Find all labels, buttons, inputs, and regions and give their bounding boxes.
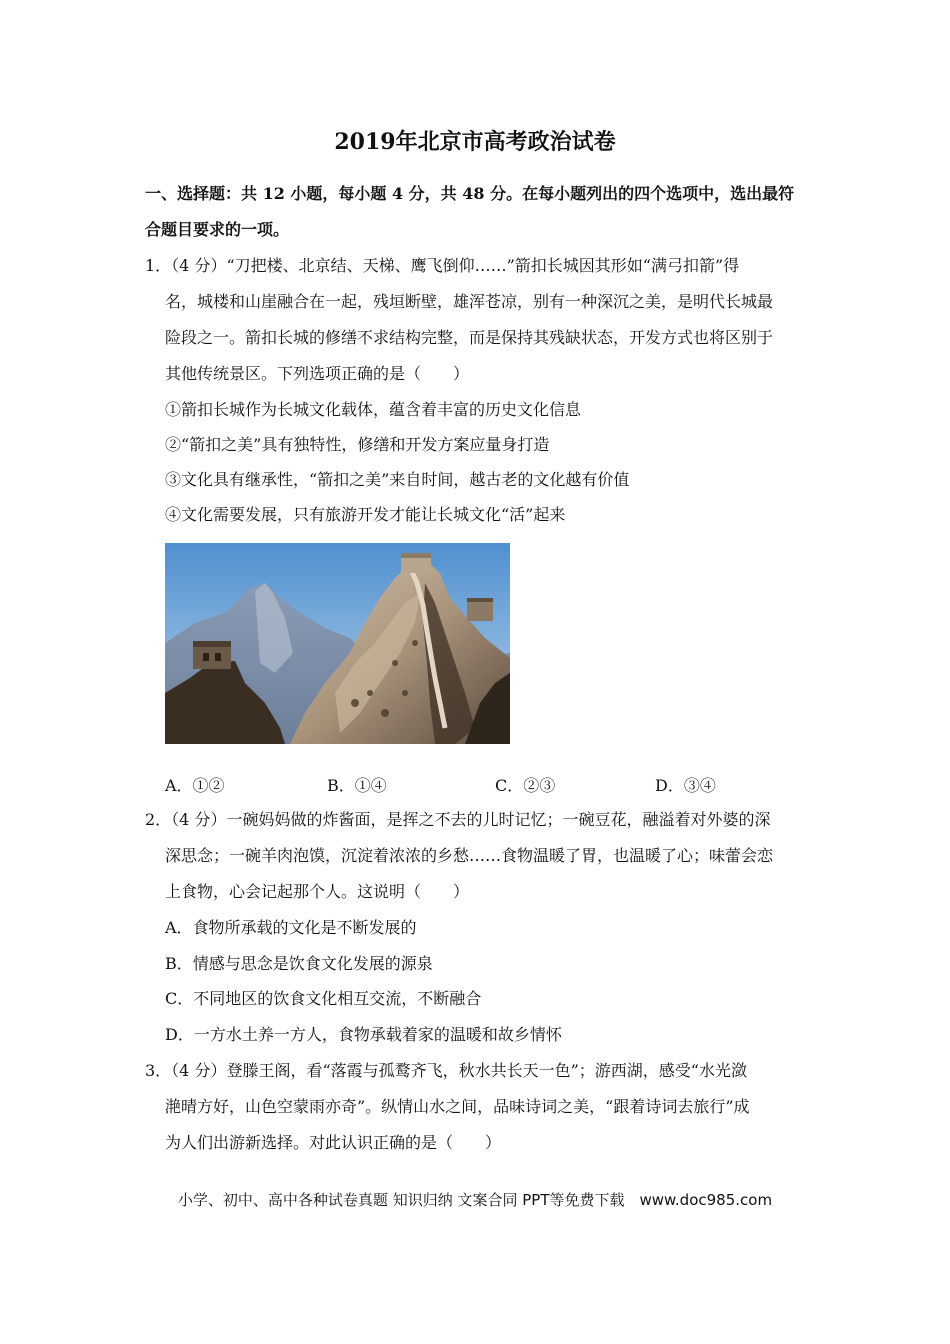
q3-stem-line-2: 滟晴方好，山色空蒙雨亦奇”。纵情山水之间，品味诗词之美，“跟着诗词去旅行”成 xyxy=(165,1097,750,1116)
great-wall-photo xyxy=(165,543,510,744)
q1-statement-3: ③文化具有继承性，“箭扣之美”来自时间，越古老的文化越有价值 xyxy=(165,470,630,489)
q2-stem-line-2: 深思念；一碗羊肉泡馍，沉淀着浓浓的乡愁……食物温暖了胃，也温暖了心；味蕾会恋 xyxy=(165,846,774,865)
footer-banner: 小学、初中、高中各种试卷真题 知识归纳 文案合同 PPT等免费下载 www.doc985.com xyxy=(177,1191,773,1209)
q2-stem-line-1: 2．（4 分）一碗妈妈做的炸酱面，是挥之不去的儿时记忆；一碗豆花，融溢着对外婆的深 xyxy=(145,810,771,829)
q1-choice-b: B．①④ xyxy=(327,776,387,795)
section-heading-line-1: 一、选择题：共 12 小题，每小题 4 分，共 48 分。在每小题列出的四个选项中，选出最符 xyxy=(145,184,795,203)
q2-option-a: A．食物所承载的文化是不断发展的 xyxy=(165,918,417,937)
section-heading-line-2: 合题目要求的一项。 xyxy=(145,220,290,239)
q2-option-b: B．情感与思念是饮食文化发展的源泉 xyxy=(165,954,433,973)
q3-stem-line-3: 为人们出游新选择。对此认识正确的是（ ） xyxy=(165,1133,502,1152)
q1-choice-c: C．②③ xyxy=(495,776,556,795)
q2-option-c: C．不同地区的饮食文化相互交流，不断融合 xyxy=(165,989,482,1008)
q1-stem-line-1: 1．（4 分）“刀把楼、北京结、天梯、鹰飞倒仰……”箭扣长城因其形如“满弓扣箭”得 xyxy=(145,256,740,275)
q1-stem-line-4: 其他传统景区。下列选项正确的是（ ） xyxy=(165,364,470,383)
q1-stem-line-2: 名，城楼和山崖融合在一起，残垣断壁，雄浑苍凉，别有一种深沉之美，是明代长城最 xyxy=(165,292,774,311)
q1-statement-1: ①箭扣长城作为长城文化载体，蕴含着丰富的历史文化信息 xyxy=(165,400,582,419)
q1-statement-4: ④文化需要发展，只有旅游开发才能让长城文化“活”起来 xyxy=(165,505,566,524)
q1-statement-2: ②“箭扣之美”具有独特性，修缮和开发方案应量身打造 xyxy=(165,435,550,454)
q1-choice-d: D．③④ xyxy=(655,776,716,795)
q2-stem-line-3: 上食物，心会记起那个人。这说明（ ） xyxy=(165,882,470,901)
q3-stem-line-1: 3．（4 分）登滕王阁，看“落霞与孤鹜齐飞，秋水共长天一色”；游西湖，感受“水光潋 xyxy=(145,1061,747,1080)
q1-stem-line-3: 险段之一。箭扣长城的修缮不求结构完整，而是保持其残缺状态，开发方式也将区别于 xyxy=(165,328,774,347)
page-title: 2019年北京市高考政治试卷 xyxy=(334,129,616,155)
q2-option-d: D．一方水土养一方人，食物承载着家的温暖和故乡情怀 xyxy=(165,1025,562,1044)
q1-choice-a: A．①② xyxy=(165,776,225,795)
